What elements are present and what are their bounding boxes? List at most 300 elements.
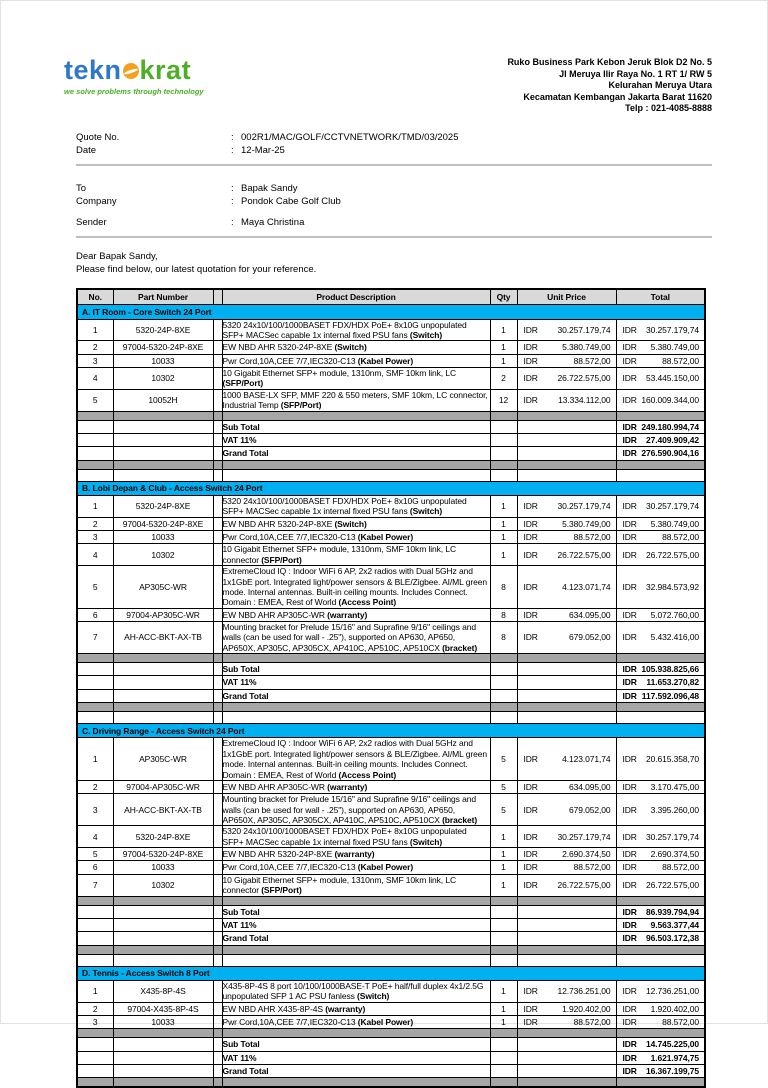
totals-row: [77, 1051, 705, 1064]
section-title: A. IT Room - Core Switch 24 Port: [77, 305, 705, 319]
currency-label: IDR: [523, 1017, 538, 1028]
empty-spacer-row-cell: [213, 954, 222, 966]
empty-cell: [113, 1038, 213, 1051]
item-unit-price-box: [518, 500, 616, 512]
item-unit-price: [517, 861, 616, 874]
currency-label: IDR: [622, 609, 637, 620]
totals-row: [77, 918, 705, 931]
item-description-category: (warranty): [334, 849, 375, 860]
item-unit-price: [517, 1002, 616, 1015]
separator-row-cell: [616, 1078, 705, 1088]
item-part-number: 10033: [113, 1016, 213, 1029]
empty-spacer-row-cell: [222, 469, 490, 481]
separator-row-cell: [113, 1029, 213, 1038]
currency-label: IDR: [523, 754, 538, 764]
currency-label: IDR: [622, 677, 637, 688]
item-total: [616, 531, 705, 544]
item-total: [616, 496, 705, 518]
item-part-number: 10302: [113, 544, 213, 566]
totals-value-box: [617, 447, 705, 459]
item-unit-price: [517, 566, 616, 608]
item-total: [616, 621, 705, 653]
empty-spacer-row: [77, 954, 705, 966]
company-address: [507, 57, 712, 115]
currency-label: IDR: [622, 1066, 637, 1077]
totals-value-amount: 96.503.172,38: [645, 933, 699, 944]
totals-value: [616, 1038, 705, 1051]
item-description-category: (Kabel Power): [357, 355, 414, 366]
item-total-amount: 30.257.179,74: [645, 831, 699, 842]
item-total: [616, 354, 705, 367]
empty-cell: [77, 1065, 113, 1078]
item-total-amount: 5.380.749,00: [650, 518, 699, 529]
totals-value-amount: 86.939.794,94: [645, 906, 699, 917]
item-no: 3: [77, 531, 113, 544]
item-unit-price: [517, 319, 616, 341]
separator-row-cell: [113, 460, 213, 469]
separator-row-cell: [113, 945, 213, 954]
item-total-box: [617, 781, 705, 793]
item-unit-price-amount: 30.257.179,74: [557, 501, 611, 512]
item-total-box: [617, 631, 705, 643]
separator-row-cell: [222, 945, 490, 954]
item-description-text: ExtremeCloud IQ : Indoor WiFi 6 AP, 2x2 radios with Dual 5GHz and 1x1GbE port. Integrated light/power sensors & BLE/Zigbee. AI/ML green mode. Internal antennas. Built-in ceiling mounts. Includes Connect. Domain : EMEA, Rest of World: [222, 566, 487, 608]
item-unit-price-box: [518, 609, 616, 621]
spacer-cell: [213, 1016, 222, 1029]
item-total: [616, 826, 705, 848]
item-total: [616, 874, 705, 896]
item-unit-price: [517, 354, 616, 367]
empty-cell: [113, 1051, 213, 1064]
item-qty: 8: [490, 608, 517, 621]
separator-row-cell: [616, 945, 705, 954]
item-qty: 1: [490, 496, 517, 518]
item-part-number: 97004-AP305C-WR: [113, 780, 213, 793]
totals-value-box: [617, 421, 705, 433]
item-unit-price-amount: 679.052,00: [568, 632, 611, 643]
empty-cell: [517, 663, 616, 676]
item-unit-price-box: [518, 341, 616, 353]
item-unit-price: [517, 496, 616, 518]
separator-row-cell: [490, 896, 517, 905]
item-unit-price: [517, 826, 616, 848]
item-unit-price: [517, 517, 616, 530]
item-description-text: 10 Gigabit Ethernet SFP+ module, 1310nm, SMF 10km link, LC: [222, 368, 456, 379]
item-description: [222, 389, 490, 411]
item-no: 5: [77, 848, 113, 861]
empty-cell: [490, 905, 517, 918]
item-total-box: [617, 753, 705, 765]
spacer-cell: [213, 1038, 222, 1051]
item-qty: 1: [490, 544, 517, 566]
item-qty: 1: [490, 826, 517, 848]
spacer-cell: [213, 848, 222, 861]
item-no: 3: [77, 354, 113, 367]
item-description-category: (warranty): [327, 781, 368, 792]
item-row: [77, 544, 705, 566]
spacer-cell: [213, 780, 222, 793]
item-unit-price: [517, 794, 616, 826]
item-unit-price: [517, 531, 616, 544]
item-total-amount: 26.722.575,00: [645, 879, 699, 890]
item-description-category: (Switch): [334, 342, 367, 353]
item-total-box: [617, 500, 705, 512]
separator-row-cell: [222, 411, 490, 420]
currency-label: IDR: [622, 632, 637, 643]
separator-row-cell: [490, 945, 517, 954]
separator-row-cell: [77, 411, 113, 420]
item-description-category: (Access Point): [338, 769, 397, 780]
separator-row-cell: [517, 896, 616, 905]
col-header-description: Product Description: [222, 289, 490, 305]
totals-row: [77, 663, 705, 676]
totals-label: Sub Total: [222, 1038, 490, 1051]
colon: :: [231, 195, 234, 207]
item-total-box: [617, 394, 705, 406]
item-total-amount: 88.572,00: [662, 1017, 699, 1028]
item-unit-price-amount: 26.722.575,00: [557, 879, 611, 890]
empty-spacer-row: [77, 469, 705, 481]
spacer-cell: [213, 905, 222, 918]
item-unit-price-box: [518, 518, 616, 530]
currency-label: IDR: [622, 804, 637, 815]
separator-row: [77, 1029, 705, 1038]
section-header-row: [77, 724, 705, 738]
totals-value-amount: 27.409.909,42: [645, 434, 699, 445]
item-description-category: (warranty): [325, 1003, 366, 1014]
separator-row: [77, 896, 705, 905]
item-description-text: 10 Gigabit Ethernet SFP+ module, 1310nm, SMF 10km link, LC connector: [222, 544, 456, 565]
item-no: 1: [77, 319, 113, 341]
item-qty: 8: [490, 621, 517, 653]
item-total-amount: 88.572,00: [662, 862, 699, 873]
separator-row-cell: [222, 1078, 490, 1088]
item-no: 7: [77, 621, 113, 653]
item-unit-price-amount: 88.572,00: [573, 1017, 611, 1028]
item-total-amount: 30.257.179,74: [645, 324, 699, 335]
empty-cell: [517, 932, 616, 945]
separator-row-cell: [616, 654, 705, 663]
empty-cell: [517, 1065, 616, 1078]
separator-row-cell: [213, 703, 222, 712]
totals-row: [77, 676, 705, 689]
empty-spacer-row-cell: [490, 712, 517, 724]
item-part-number: X435-8P-4S: [113, 980, 213, 1002]
currency-label: IDR: [622, 373, 637, 384]
item-total: [616, 341, 705, 354]
item-total-box: [617, 549, 705, 561]
item-row: [77, 566, 705, 608]
totals-value-box: [617, 676, 705, 688]
divider: [76, 164, 712, 166]
spacer-cell: [213, 447, 222, 460]
totals-label: Grand Total: [222, 447, 490, 460]
date-row: [76, 144, 712, 157]
separator-row-cell: [77, 460, 113, 469]
totals-value-box: [617, 919, 705, 931]
totals-value: [616, 676, 705, 689]
item-total-amount: 12.736.251,00: [645, 986, 699, 997]
totals-value: [616, 932, 705, 945]
separator-row-cell: [616, 411, 705, 420]
item-unit-price-amount: 4.123.071,74: [562, 581, 611, 592]
item-unit-price-box: [518, 631, 616, 643]
item-description: [222, 1016, 490, 1029]
empty-cell: [113, 689, 213, 702]
item-description-category: (SFP/Port): [280, 400, 322, 411]
recipient-meta: [76, 182, 712, 229]
totals-row: [77, 420, 705, 433]
item-total-box: [617, 985, 705, 997]
item-part-number: 97004-AP305C-WR: [113, 608, 213, 621]
separator-row-cell: [113, 1078, 213, 1088]
col-header-spacer: [213, 289, 222, 305]
currency-label: IDR: [622, 518, 637, 529]
empty-cell: [77, 1038, 113, 1051]
col-header-part-number: Part Number: [113, 289, 213, 305]
separator-row-cell: [77, 654, 113, 663]
currency-label: IDR: [622, 933, 637, 944]
empty-cell: [77, 676, 113, 689]
item-description: [222, 496, 490, 518]
separator-row-cell: [222, 654, 490, 663]
empty-cell: [77, 905, 113, 918]
empty-cell: [517, 689, 616, 702]
item-row: [77, 621, 705, 653]
separator-row-cell: [213, 460, 222, 469]
item-description-text: EW NBD AHR AP305C-WR: [222, 609, 325, 620]
item-part-number: AH-ACC-BKT-AX-TB: [113, 794, 213, 826]
intro-line: Please find below, our latest quotation for your reference.: [76, 263, 317, 275]
logo-wordmark: [64, 57, 204, 84]
empty-cell: [77, 1051, 113, 1064]
empty-cell: [113, 420, 213, 433]
currency-label: IDR: [622, 906, 637, 917]
item-row: [77, 319, 705, 341]
spacer-cell: [213, 826, 222, 848]
empty-cell: [113, 433, 213, 446]
item-description: [222, 354, 490, 367]
item-unit-price: [517, 621, 616, 653]
spacer-cell: [213, 1002, 222, 1015]
item-description-text: Pwr Cord,10A,CEE 7/7,IEC320-C13: [222, 355, 356, 366]
separator-row-cell: [517, 703, 616, 712]
item-no: 2: [77, 517, 113, 530]
separator-row-cell: [77, 1078, 113, 1088]
colon: :: [231, 144, 234, 156]
empty-spacer-row-cell: [517, 469, 616, 481]
spacer-cell: [213, 608, 222, 621]
empty-cell: [490, 663, 517, 676]
item-unit-price: [517, 544, 616, 566]
empty-cell: [490, 420, 517, 433]
item-description: [222, 319, 490, 341]
item-unit-price-amount: 26.722.575,00: [557, 373, 611, 384]
totals-value-box: [617, 434, 705, 446]
currency-label: IDR: [622, 355, 637, 366]
item-no: 3: [77, 794, 113, 826]
item-row: [77, 389, 705, 411]
spacer-cell: [213, 341, 222, 354]
item-part-number: 10033: [113, 861, 213, 874]
quote-no-value: 002R1/MAC/GOLF/CCTVNETWORK/TMD/03/2025: [241, 131, 459, 143]
date-value: 12-Mar-25: [241, 144, 285, 156]
item-qty: 1: [490, 517, 517, 530]
currency-label: IDR: [523, 355, 538, 366]
totals-row: [77, 932, 705, 945]
item-qty: 1: [490, 354, 517, 367]
item-qty: 1: [490, 861, 517, 874]
quote-no-label: Quote No.: [76, 131, 120, 143]
item-description-text: X435-8P-4S 8 port 10/100/1000BASE-T PoE+ half/full duplex 4x1/2.5G unpopulated SFP 1 AC PSU fanless: [222, 980, 484, 1002]
item-total-amount: 3.170.475,00: [650, 781, 699, 792]
item-unit-price: [517, 738, 616, 780]
totals-value: [616, 420, 705, 433]
item-part-number: 97004-X435-8P-4S: [113, 1002, 213, 1015]
separator-row: [77, 654, 705, 663]
empty-spacer-row-cell: [77, 712, 113, 724]
item-part-number: 97004-5320-24P-8XE: [113, 848, 213, 861]
totals-row: [77, 1038, 705, 1051]
section-title: C. Driving Range - Access Switch 24 Port: [77, 724, 705, 738]
item-unit-price-amount: 26.722.575,00: [557, 549, 611, 560]
currency-label: IDR: [622, 549, 637, 560]
spacer-cell: [213, 517, 222, 530]
totals-value: [616, 433, 705, 446]
separator-row-cell: [113, 896, 213, 905]
spacer-cell: [213, 496, 222, 518]
separator-row-cell: [113, 411, 213, 420]
col-header-no: No.: [77, 289, 113, 305]
empty-cell: [490, 447, 517, 460]
item-total: [616, 608, 705, 621]
item-total-box: [617, 804, 705, 816]
item-description: [222, 621, 490, 653]
item-unit-price: [517, 368, 616, 390]
currency-label: IDR: [622, 1003, 637, 1014]
empty-cell: [490, 1065, 517, 1078]
item-unit-price-box: [518, 1003, 616, 1015]
empty-cell: [517, 420, 616, 433]
totals-value: [616, 1051, 705, 1064]
item-description-text: Pwr Cord,10A,CEE 7/7,IEC320-C13: [222, 1017, 356, 1028]
totals-value-amount: 14.745.225,00: [645, 1039, 699, 1050]
table-header-row: [77, 289, 705, 305]
to-row: [76, 182, 712, 195]
divider: [76, 236, 712, 238]
item-unit-price: [517, 1016, 616, 1029]
company-row: [76, 195, 712, 208]
spacer-cell: [213, 738, 222, 780]
separator-row: [77, 460, 705, 469]
item-row: [77, 354, 705, 367]
quote-table-body: [77, 305, 705, 1088]
company-logo: [64, 57, 204, 96]
currency-label: IDR: [622, 581, 637, 592]
item-no: 2: [77, 1002, 113, 1015]
item-total: [616, 861, 705, 874]
item-description-text: 1000 BASE-LX SFP, MMF 220 & 550 meters, SMF 10km, LC connector, Industrial Temp: [222, 389, 488, 411]
empty-spacer-row-cell: [113, 469, 213, 481]
empty-cell: [113, 905, 213, 918]
spacer-cell: [213, 918, 222, 931]
item-description-text: EW NBD AHR X435-8P-4S: [222, 1003, 323, 1014]
totals-value-box: [617, 1052, 705, 1064]
totals-value-amount: 249.180.994,74: [641, 421, 699, 432]
currency-label: IDR: [622, 690, 637, 701]
item-description-category: (Kabel Power): [357, 862, 414, 873]
item-unit-price-box: [518, 324, 616, 336]
empty-spacer-row-cell: [213, 712, 222, 724]
spacer-cell: [213, 544, 222, 566]
totals-value: [616, 918, 705, 931]
item-total-box: [617, 1016, 705, 1028]
item-total-amount: 20.615.358,70: [645, 754, 699, 764]
totals-value-box: [617, 932, 705, 944]
separator-row-cell: [213, 945, 222, 954]
item-qty: 5: [490, 780, 517, 793]
item-no: 6: [77, 861, 113, 874]
currency-label: IDR: [523, 632, 538, 643]
item-unit-price-box: [518, 804, 616, 816]
item-unit-price-amount: 13.334.112,00: [558, 395, 611, 406]
totals-value-amount: 1.621.974,75: [650, 1052, 699, 1063]
item-unit-price-amount: 679.052,00: [568, 804, 611, 815]
item-unit-price: [517, 341, 616, 354]
separator-row-cell: [77, 703, 113, 712]
item-description: [222, 794, 490, 826]
item-description: [222, 517, 490, 530]
item-total-box: [617, 879, 705, 891]
empty-spacer-row-cell: [616, 469, 705, 481]
item-unit-price-amount: 30.257.179,74: [557, 324, 611, 335]
empty-cell: [517, 905, 616, 918]
empty-cell: [77, 447, 113, 460]
item-description-text: 10 Gigabit Ethernet SFP+ module, 1310nm, SMF 10km link, LC connector: [222, 874, 456, 896]
item-part-number: AP305C-WR: [113, 566, 213, 608]
spacer-cell: [213, 1051, 222, 1064]
letter-intro: [76, 250, 712, 276]
item-description: [222, 531, 490, 544]
item-part-number: AP305C-WR: [113, 738, 213, 780]
col-header-total: Total: [616, 289, 705, 305]
spacer-cell: [213, 663, 222, 676]
separator-row-cell: [77, 1029, 113, 1038]
sender-row: [76, 216, 712, 229]
item-description-category: (Switch): [409, 836, 443, 847]
item-total: [616, 1016, 705, 1029]
item-unit-price: [517, 874, 616, 896]
totals-value-box: [617, 663, 705, 675]
item-description-category: (Access Point): [338, 597, 397, 608]
item-total: [616, 794, 705, 826]
item-no: 5: [77, 566, 113, 608]
totals-value-amount: 11.653.270,82: [646, 677, 699, 688]
totals-label: Sub Total: [222, 420, 490, 433]
item-description-category: (Switch): [409, 330, 443, 341]
item-total: [616, 980, 705, 1002]
item-row: [77, 780, 705, 793]
item-unit-price-amount: 88.572,00: [573, 862, 611, 873]
empty-cell: [490, 932, 517, 945]
currency-label: IDR: [523, 862, 538, 873]
spacer-cell: [213, 932, 222, 945]
item-unit-price-amount: 634.095,00: [568, 781, 611, 792]
spacer-cell: [213, 980, 222, 1002]
totals-value-amount: 105.938.825,66: [641, 664, 699, 675]
item-qty: 1: [490, 1002, 517, 1015]
item-description-category: (Switch): [334, 518, 367, 529]
